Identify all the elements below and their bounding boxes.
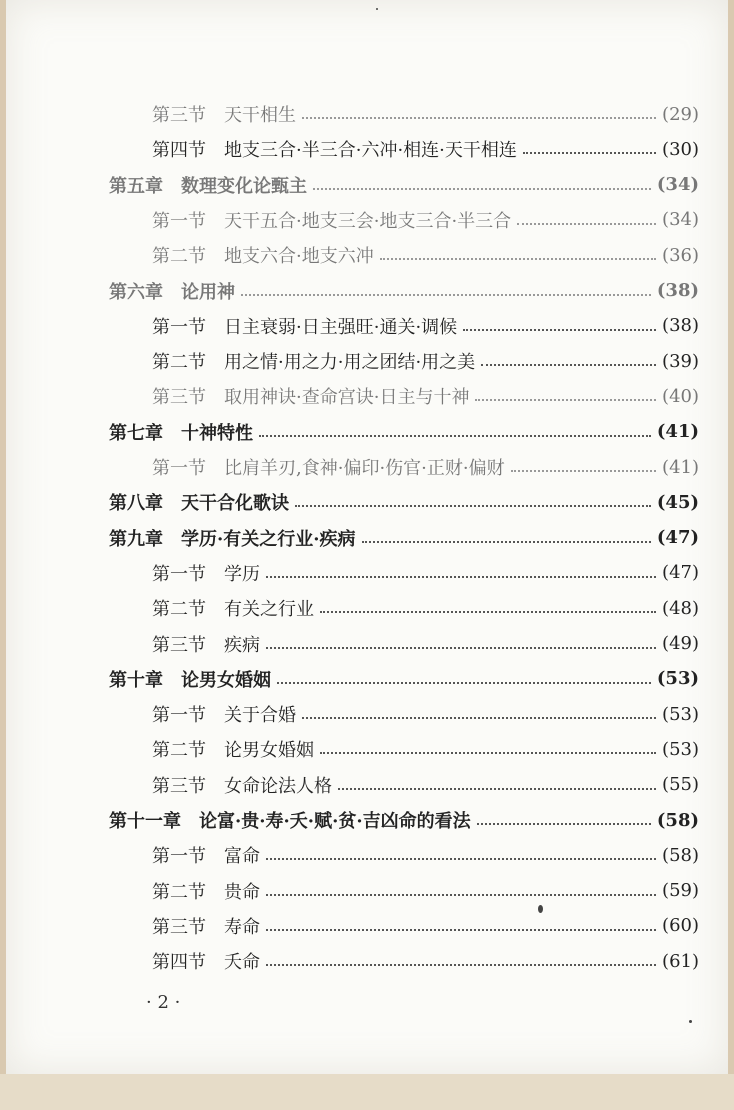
entry-title: 论男女婚姻 <box>224 740 314 762</box>
entry-title: 论用神 <box>181 281 235 303</box>
dot-leader <box>266 576 656 578</box>
entry-number: 第二节 <box>152 881 206 903</box>
entry-title: 关于合婚 <box>224 705 296 727</box>
entry-page-number: (48) <box>662 597 699 619</box>
entry-page-number: (58) <box>662 844 699 866</box>
dot-leader <box>313 188 651 190</box>
entry-page-number: (53) <box>656 668 699 690</box>
dot-leader <box>517 223 656 225</box>
entry-number: 第一节 <box>152 846 206 868</box>
entry-number: 第六章 <box>109 281 163 303</box>
toc-section-entry <box>152 839 699 871</box>
toc-section-entry <box>152 310 699 342</box>
entry-number: 第九章 <box>109 528 163 550</box>
entry-number: 第七章 <box>109 422 163 444</box>
print-speck <box>689 1020 692 1023</box>
entry-number: 第三节 <box>152 775 206 797</box>
toc-section-entry <box>152 557 699 589</box>
entry-title: 地支六合·地支六冲 <box>224 246 374 268</box>
dot-leader <box>477 823 651 825</box>
entry-title: 比肩羊刃,食神·偏印·伤官·正财·偏财 <box>224 458 505 479</box>
entry-number: 第一节 <box>152 458 206 479</box>
toc-chapter-entry <box>109 522 699 554</box>
entry-page-number: (39) <box>662 350 699 372</box>
entry-title: 学历 <box>224 563 260 585</box>
dot-leader <box>320 611 656 613</box>
page-number: · 2 · <box>146 992 181 1013</box>
entry-number: 第一节 <box>152 210 206 232</box>
entry-number: 第三节 <box>152 916 206 938</box>
toc-section-entry <box>152 945 699 977</box>
dot-leader <box>302 117 656 119</box>
toc-section-entry <box>152 345 699 377</box>
entry-number: 第十章 <box>109 669 163 691</box>
dot-leader <box>320 752 656 754</box>
toc-section-entry <box>152 628 699 660</box>
toc-chapter-entry <box>109 804 699 836</box>
dot-leader <box>277 682 651 684</box>
entry-page-number: (41) <box>662 456 699 478</box>
dot-leader <box>338 788 656 790</box>
dot-leader <box>266 964 656 966</box>
toc-section-entry <box>152 98 699 130</box>
entry-page-number: (36) <box>662 244 699 266</box>
entry-title: 富命 <box>224 846 260 868</box>
entry-page-number: (30) <box>662 138 699 160</box>
toc-section-entry <box>152 733 699 765</box>
entry-number: 第一节 <box>152 316 206 338</box>
entry-number: 第二节 <box>152 246 206 268</box>
dot-leader <box>241 294 651 296</box>
toc-chapter-entry <box>109 486 699 518</box>
entry-page-number: (45) <box>656 491 699 513</box>
entry-number: 第一节 <box>152 705 206 727</box>
toc-section-entry <box>152 239 699 271</box>
entry-page-number: (40) <box>662 385 699 407</box>
entry-number: 第二节 <box>152 740 206 762</box>
entry-page-number: (55) <box>662 774 699 796</box>
entry-page-number: (34) <box>656 174 699 196</box>
entry-number: 第四节 <box>152 952 206 974</box>
dot-leader <box>511 470 656 472</box>
entry-title: 论富·贵·寿·夭·赋·贫·吉凶命的看法 <box>199 811 471 832</box>
dot-leader <box>380 258 656 260</box>
dot-leader <box>266 858 656 860</box>
dot-leader <box>266 647 656 649</box>
entry-page-number: (38) <box>656 280 699 301</box>
entry-number: 第二节 <box>152 352 206 374</box>
dot-leader <box>481 364 656 366</box>
entry-number: 第三节 <box>152 387 206 409</box>
dot-leader <box>523 152 656 154</box>
toc-section-entry <box>152 204 699 236</box>
toc-section-entry <box>152 910 699 942</box>
toc-section-entry <box>152 769 699 801</box>
print-speck <box>538 905 543 913</box>
toc-section-entry <box>152 133 699 165</box>
dot-leader <box>266 929 656 931</box>
entry-page-number: (47) <box>656 527 699 549</box>
entry-page-number: (47) <box>662 562 699 584</box>
dot-leader <box>259 435 651 437</box>
toc-chapter-entry <box>109 663 699 695</box>
entry-number: 第五章 <box>109 175 163 197</box>
entry-number: 第一节 <box>152 563 206 585</box>
entry-number: 第三节 <box>152 634 206 656</box>
entry-title: 寿命 <box>224 916 260 938</box>
document-page <box>6 0 728 1074</box>
dot-leader <box>302 717 656 719</box>
entry-page-number: (29) <box>662 103 699 125</box>
entry-page-number: (61) <box>662 950 699 972</box>
entry-number: 第四节 <box>152 140 206 162</box>
toc-section-entry <box>152 592 699 624</box>
entry-title: 地支三合·半三合·六冲·相连·天干相连 <box>224 140 517 162</box>
entry-title: 夭命 <box>224 952 260 974</box>
entry-title: 学历·有关之行业·疾病 <box>181 528 356 550</box>
toc-section-entry <box>152 380 699 412</box>
entry-page-number: (41) <box>656 421 699 443</box>
dot-leader <box>463 329 656 331</box>
entry-title: 论男女婚姻 <box>181 669 271 691</box>
toc-section-entry <box>152 451 699 483</box>
entry-page-number: (34) <box>662 209 699 231</box>
entry-number: 第十一章 <box>109 811 181 832</box>
entry-page-number: (49) <box>662 633 699 654</box>
entry-title: 贵命 <box>224 881 260 903</box>
entry-page-number: (60) <box>662 915 699 937</box>
scan-background <box>0 1074 734 1110</box>
entry-number: 第八章 <box>109 493 163 515</box>
dot-leader <box>295 505 651 507</box>
entry-title: 数理变化论甄主 <box>181 175 307 197</box>
entry-title: 十神特性 <box>181 422 253 444</box>
dot-leader <box>362 541 651 543</box>
entry-number: 第二节 <box>152 599 206 621</box>
entry-title: 天干相生 <box>224 105 296 126</box>
entry-page-number: (58) <box>656 809 699 831</box>
dot-leader <box>475 399 656 401</box>
entry-page-number: (59) <box>662 880 699 902</box>
entry-page-number: (53) <box>662 738 699 760</box>
toc-section-entry <box>152 698 699 730</box>
entry-title: 用之情·用之力·用之团结·用之美 <box>224 352 476 374</box>
entry-title: 日主衰弱·日主强旺·通关·调候 <box>224 316 458 338</box>
entry-title: 有关之行业 <box>224 599 314 621</box>
print-speck <box>376 8 378 10</box>
dot-leader <box>266 894 656 896</box>
entry-page-number: (53) <box>662 703 699 725</box>
entry-title: 疾病 <box>224 634 260 656</box>
entry-title: 天干合化歌诀 <box>181 493 289 515</box>
toc-chapter-entry <box>109 169 699 201</box>
entry-title: 天干五合·地支三会·地支三合·半三合 <box>224 210 512 232</box>
toc-chapter-entry <box>109 275 699 307</box>
toc-section-entry <box>152 875 699 907</box>
entry-title: 取用神诀·查命宫诀·日主与十神 <box>224 387 470 409</box>
entry-number: 第三节 <box>152 105 206 126</box>
toc-chapter-entry <box>109 416 699 448</box>
entry-page-number: (38) <box>662 315 699 337</box>
entry-title: 女命论法人格 <box>224 775 332 797</box>
